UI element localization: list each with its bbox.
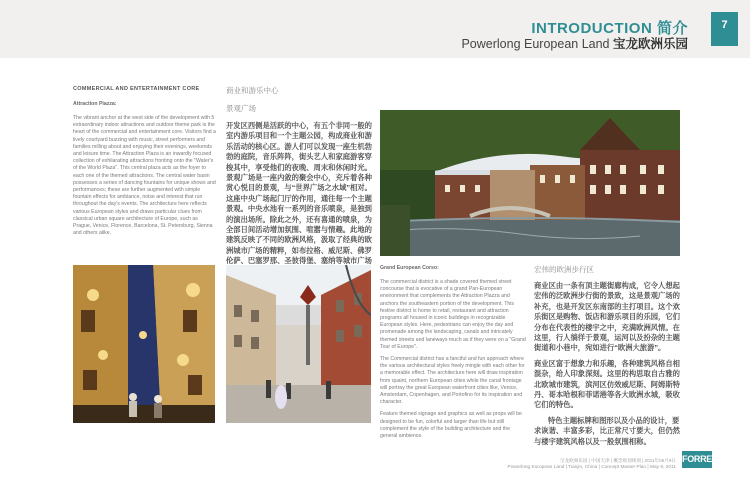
grand-corso-body-cn (534, 281, 682, 452)
page-number-badge: 7 (711, 12, 738, 46)
canal-photo (380, 110, 680, 256)
grand-corso-cn-para-3: 特色主题标牌和图形以及小品的设计，要求诙谐、丰富多彩，比正常尺寸要大，但仍然与楼宇建筑风格以及一般氛围相称。 (534, 415, 680, 446)
forrec-logo: FORREC (682, 451, 712, 468)
subtitle-cn: 宝龙欧洲乐园 (612, 37, 688, 51)
attraction-piazza-title-cn: 景观广场 (226, 104, 256, 113)
title-cn: 简介 (656, 20, 688, 37)
grand-corso-para-2: The Commercial district has a fanciful and fun approach where the various architectural styles freely mingle with each other for a memorable effect. The architecture here will draw inspiration from quaint, northern European cities while the canal frontage will portray the great European waterfront cities like, Venice, Amsterdam, Copenhagen, and Portofino for its inspiration and character. (380, 356, 525, 406)
attraction-piazza-title-en: Attraction Piazza: (73, 101, 117, 107)
footer-line-cn: 宝龙欧洲乐园 | 中国天津 | 概念规划规划 | 2011年05月9日 (559, 458, 676, 463)
grand-corso-cn-para-2: 商业区富于想象力和乐趣，各种建筑风格自相混杂，给人印象深刻。这里的构思取自古雅的北欧城市建筑，滨河区仿效威尼斯、阿姆斯特丹、哥本哈根和菲诺港等各大欧洲水城，吸收它们的特色。 (534, 358, 680, 410)
section-title-cn: 商业和游乐中心 (226, 86, 279, 95)
attraction-piazza-body-en: The vibrant anchor at the west side of the development with 5 extraordinary indoor attractions and outdoor theme park is the heart of the commercial and entertainment core. Visitors find a lively courtyard buzzing with music, street performers and families milling about and enjoying their evenings, weekends and leisure time. The Attraction Plaza is an inwardly focused collection of exhilarating attractions fronting onto the "Water's of the World Plaza". This central plaza acts as the foyer to each one of the themed attractions. The central water basin possesses a series of dancing fountains for unique shows and performances; these are further augmented with simple fountain effects for ambiance, noise and interest that run throughout the day's events. The architecture here reflects various European styles and draws particular clues from classical urban square architecture of Europe, such as Prague, Venice, Florence, Barcelona, St. Petersburg, Sienna and others alike. (73, 115, 216, 237)
header-subtitle (461, 34, 688, 52)
night-street-photo (73, 265, 215, 423)
day-street-photo (226, 265, 371, 423)
footer-line-en: Powerlong European Land | Tianjin, China | Concept Master Plan | May 9, 2011 (507, 465, 676, 470)
section-title-en: COMMERCIAL AND ENTERTAINMENT CORE (73, 86, 200, 92)
title-en: INTRODUCTION (531, 20, 653, 37)
grand-corso-cn-para-1: 商业区由一条有顶主题街廊构成，它令人想起宏伟的泛欧洲步行街的景致，这是景观广场的补充，也是开发区东南部的主打项目。这个欢乐街区是购物、饭店和游乐项目的乐园，它们分布在代表性的楼宇之中，充满欧洲风情。在这里，行人徜徉于景观，运河以及扮杂的主题街道和小巷中，宛如进行“欧洲大旅游”。 (534, 281, 680, 353)
attraction-piazza-body-cn: 开发区西侧是活跃的中心，有五个非同一般的室内游乐项目和一个主题公园，构成商业和游乐活动的核心区。游人们可以发现一座生机勃勃的庭院，音乐阵阵，街头艺人和家庭游客穿梭其中，享受他们的夜晚、周末和休闲时光。景观广场是一座内敛的聚会中心，充斥着各种赏心悦目的景观，与“世界广场之水域”相对。这座中央广场起门厅的作用，通往每一个主题景观。中央水池有一系列的音乐喷泉，是独到的演出场所。除此之外，还有喜通的喷泉，为全部日间活动增加氛围、喧嚣与情趣。此地的建筑反映了不同的欧洲风格，汲取了经典的欧洲城市广场的精粹，如布拉格、威尼斯、佛罗伦萨、巴塞罗那、圣彼得堡、塞纳等城市广场 (226, 121, 372, 266)
subtitle-en: Powerlong European Land (461, 37, 610, 51)
grand-corso-body-en (380, 279, 528, 445)
grand-corso-para-3: Feature themed signage and graphics as well as props will be designed to be fun, colorful and larger than life but still complement the style of the building architecture and the general ambience. (380, 411, 522, 440)
grand-corso-title-en: Grand European Corso: (380, 265, 439, 271)
grand-corso-para-1: The commercial district is a shade covered themed street concourse that is evocative of a grand Pan-European environment that complements the Attraction Plazza and anchors the southeastern portion of the development. This festive district is home to retail, restaurant and attraction programs all housed in iconic buildings in recognizable European styles. Here, pedestrians can enjoy the day and promenade among the landscaping, canals and intricately themed streets and laneways much as if they were on a "Grand Tour of Europe". (380, 279, 526, 350)
grand-corso-title-cn: 宏伟的欧洲步行区 (534, 265, 594, 274)
